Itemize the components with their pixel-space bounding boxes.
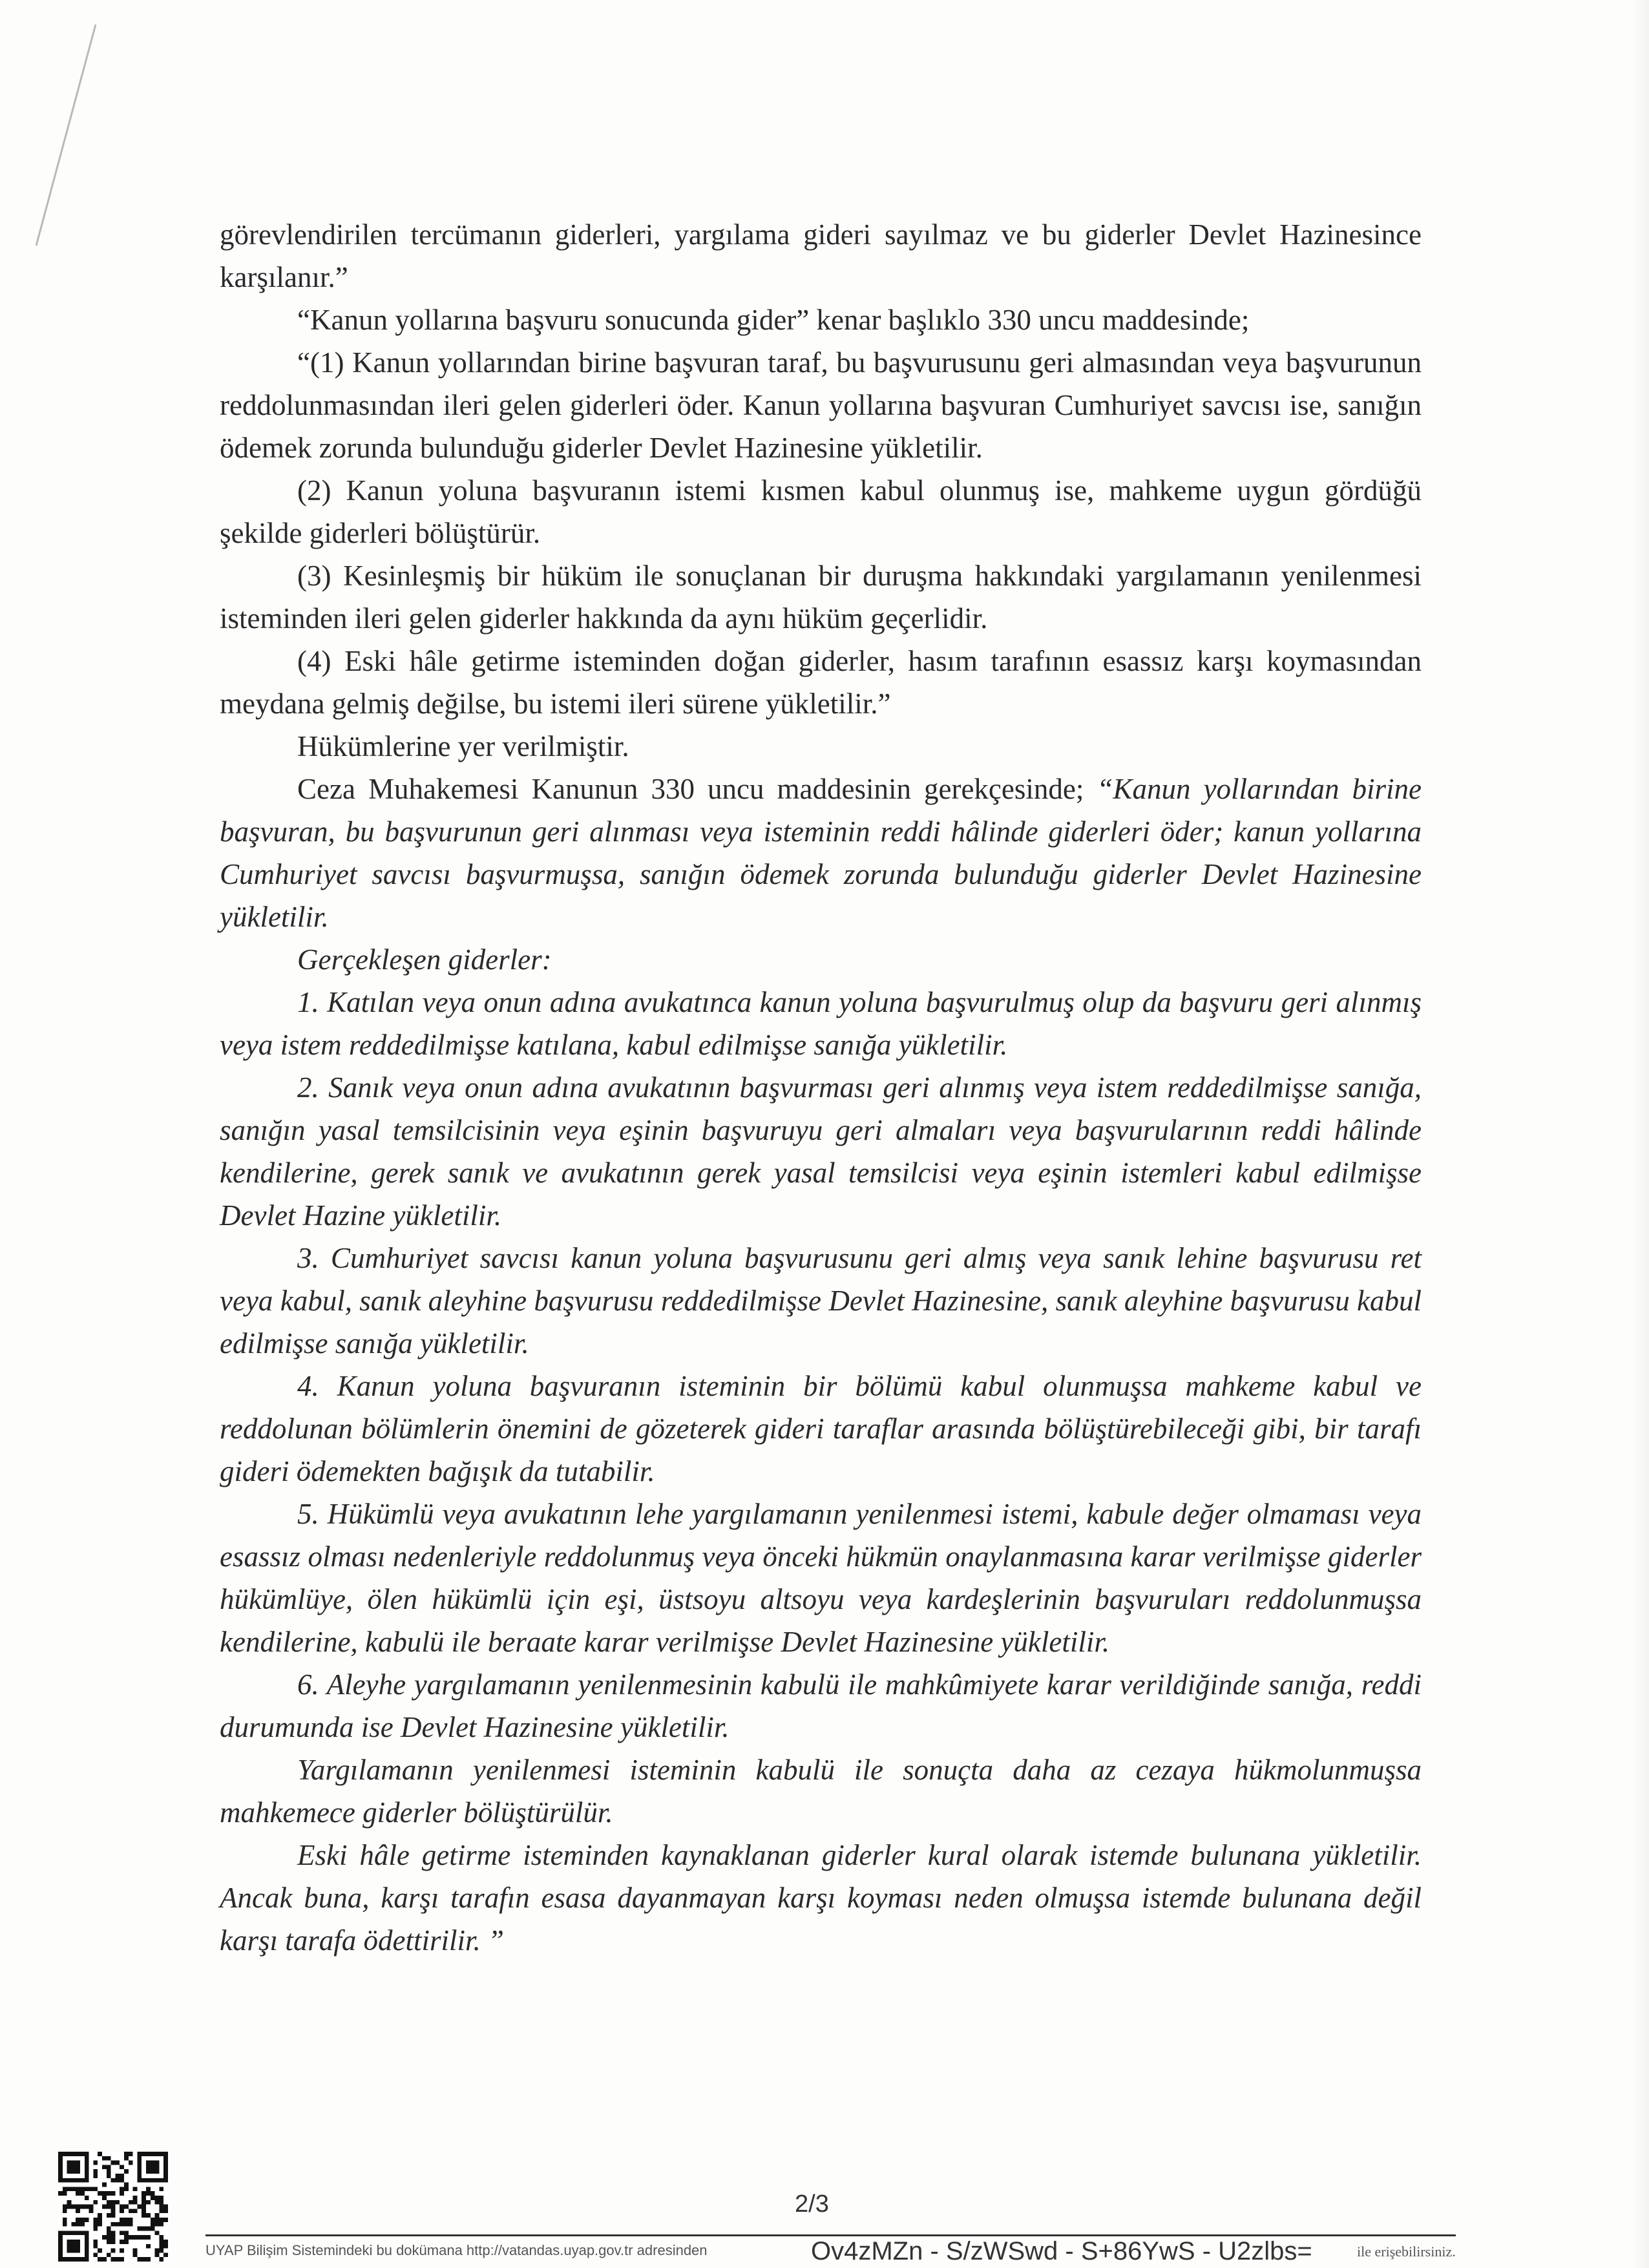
footer-verification-code: Ov4zMZn - S/zWSwd - S+86YwS - U2zlbs= [811, 2237, 1312, 2265]
page-number: 2/3 [795, 2190, 829, 2218]
paragraph: Eski hâle getirme isteminden kaynaklanan giderler kural olarak istemde bulunana yükletilir. Ancak buna, karşı tarafın esasa dayanmayan karşı koyması neden olmuşsa istemde bulunana değil karşı tarafa ödettirilir. ” [220, 1839, 1422, 1957]
paragraph: 6. Aleyhe yargılamanın yenilenmesinin kabulü ile mahkûmiyete karar verildiğinde sanığa, reddi durumunda ise Devlet Hazinesine yükletilir. [220, 1668, 1422, 1743]
document-body [220, 213, 1422, 1962]
paragraph: (3) Kesinleşmiş bir hüküm ile sonuçlanan bir duruşma hakkındaki yargılamanın yenilenmesi isteminden ileri gelen giderler hakkında da aynı hüküm geçerlidir. [220, 560, 1422, 635]
paragraph: 5. Hükümlü veya avukatının lehe yargılamanın yenilenmesi istemi, kabule değer olmaması veya esassız olması nedenleriyle reddolunmuş veya önceki hükmün onaylanmasına karar verilmişse giderler hükümlüye, ölen hükümlü için eşi, üstsoyu altsoyu veya kardeşlerinin başvuruları reddolunmuşsa kendilerine, kabulü ile beraate karar verilmişse Devlet Hazinesine yükletilir. [220, 1498, 1422, 1658]
paragraph-lead: Ceza Muhakemesi Kanunun 330 uncu maddesinin gerekçesinde; [297, 773, 1097, 805]
paragraph [220, 768, 1422, 938]
paragraph: görevlendirilen tercümanın giderleri, yargılama gideri sayılmaz ve bu giderler Devlet Hazinesince karşılanır.” [220, 218, 1422, 293]
paragraph: 2. Sanık veya onun adına avukatının başvurması geri alınmış veya istem reddedilmişse sanığa, sanığın yasal temsilcisinin veya eşinin başvuruyu geri almaları veya başvurularının reddi hâlinde kendilerine, gerek sanık ve avukatının gerek yasal temsilcisi veya eşinin istemleri kabul edilmişse Devlet Hazine yükletilir. [220, 1071, 1422, 1232]
paragraph: 4. Kanun yoluna başvuranın isteminin bir bölümü kabul olunmuşsa mahkeme kabul ve reddolunan bölümlerin önemini de gözeterek gideri taraflar arasında bölüştürebileceği gibi, bir tarafı gideri ödemekten bağışık da tutabilir. [220, 1370, 1422, 1487]
qr-code-icon [58, 2152, 168, 2262]
paragraph: (2) Kanun yoluna başvuranın istemi kısmen kabul olunmuş ise, mahkeme uygun gördüğü şekilde giderleri bölüştürür. [220, 474, 1422, 549]
paragraph: Yargılamanın yenilenmesi isteminin kabulü ile sonuçta daha az cezaya hükmolunmuşsa mahkemece giderler bölüştürülür. [220, 1754, 1422, 1829]
footer-rule [205, 2234, 1456, 2236]
paragraph-quote: “Kanun yollarından birine başvuran, bu başvurunun geri alınması veya isteminin reddi hâlinde giderleri öder; kanun yollarına Cumhuriyet savcısı başvurmuşsa, sanığın ödemek zorunda bulunduğu giderler Devlet Hazinesine yükletilir. [220, 773, 1422, 933]
footer-uyap-text: UYAP Bilişim Sistemindeki bu dokümana http://vatandas.uyap.gov.tr adresinden [205, 2242, 708, 2258]
footer-access-text: ile erişebilirsiniz. [1357, 2243, 1456, 2260]
paragraph: “Kanun yollarına başvuru sonucunda gider” kenar başlıklo 330 uncu maddesinde; [297, 304, 1250, 336]
paragraph: (4) Eski hâle getirme isteminden doğan giderler, hasım tarafının esassız karşı koymasından meydana gelmiş değilse, bu istemi ileri sürene yükletilir.” [220, 645, 1422, 720]
scan-edge-shadow [1632, 0, 1649, 2268]
scan-edge-mark [13, 13, 103, 258]
paragraph: 3. Cumhuriyet savcısı kanun yoluna başvurusunu geri almış veya sanık lehine başvurusu ret veya kabul, sanık aleyhine başvurusu reddedilmişse Devlet Hazinesine, sanık aleyhine başvurusu kabul edilmişse sanığa yükletilir. [220, 1242, 1422, 1360]
paragraph: Hükümlerine yer verilmiştir. [297, 730, 629, 762]
paragraph: Gerçekleşen giderler: [297, 943, 552, 976]
paragraph: “(1) Kanun yollarından birine başvuran taraf, bu başvurusunu geri almasından veya başvurunun reddolunmasından ileri gelen giderleri öder. Kanun yollarına başvuran Cumhuriyet savcısı ise, sanığın ödemek zorunda bulunduğu giderler Devlet Hazinesine yükletilir. [220, 346, 1422, 464]
paragraph: 1. Katılan veya onun adına avukatınca kanun yoluna başvurulmuş olup da başvuru geri alınmış veya istem reddedilmişse katılana, kabul edilmişse sanığa yükletilir. [220, 986, 1422, 1061]
